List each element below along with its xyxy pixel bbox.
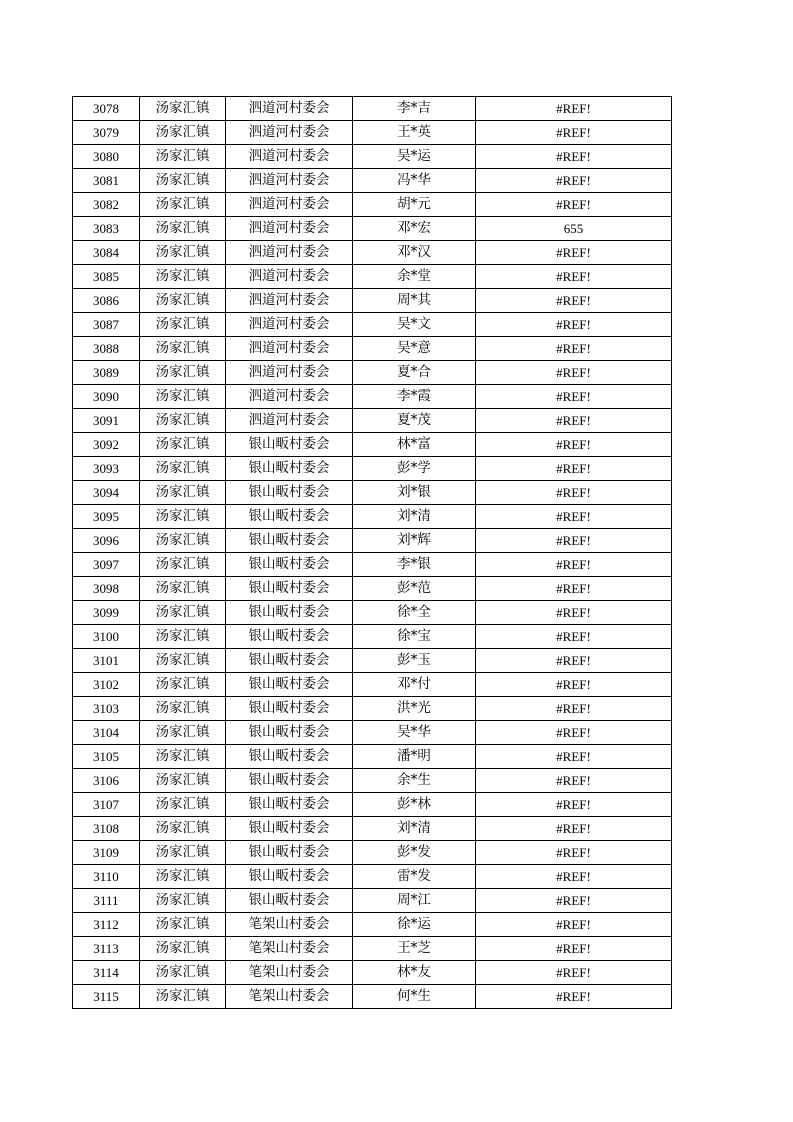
- row-number-cell: 3088: [73, 337, 140, 361]
- name-cell: 李*银: [353, 553, 476, 577]
- village-committee-cell: 泗道河村委会: [226, 313, 353, 337]
- table-row: [73, 673, 672, 697]
- row-number-cell: 3093: [73, 457, 140, 481]
- village-committee-cell: 泗道河村委会: [226, 193, 353, 217]
- value-cell: #REF!: [476, 193, 672, 217]
- village-committee-cell: 银山畈村委会: [226, 529, 353, 553]
- village-committee-cell: 泗道河村委会: [226, 265, 353, 289]
- row-number-cell: 3086: [73, 289, 140, 313]
- village-committee-cell: 泗道河村委会: [226, 145, 353, 169]
- village-committee-cell: 泗道河村委会: [226, 169, 353, 193]
- table-row: [73, 889, 672, 913]
- value-cell: #REF!: [476, 553, 672, 577]
- row-number-cell: 3078: [73, 97, 140, 121]
- table-body: [73, 97, 672, 1009]
- name-cell: 彭*范: [353, 577, 476, 601]
- town-cell: 汤家汇镇: [140, 505, 226, 529]
- town-cell: 汤家汇镇: [140, 865, 226, 889]
- village-committee-cell: 泗道河村委会: [226, 217, 353, 241]
- village-committee-cell: 泗道河村委会: [226, 121, 353, 145]
- town-cell: 汤家汇镇: [140, 361, 226, 385]
- town-cell: 汤家汇镇: [140, 217, 226, 241]
- row-number-cell: 3100: [73, 625, 140, 649]
- row-number-cell: 3084: [73, 241, 140, 265]
- table-row: [73, 121, 672, 145]
- value-cell: #REF!: [476, 241, 672, 265]
- row-number-cell: 3081: [73, 169, 140, 193]
- table-row: [73, 529, 672, 553]
- name-cell: 吴*运: [353, 145, 476, 169]
- name-cell: 徐*全: [353, 601, 476, 625]
- town-cell: 汤家汇镇: [140, 121, 226, 145]
- value-cell: #REF!: [476, 313, 672, 337]
- value-cell: #REF!: [476, 289, 672, 313]
- name-cell: 何*生: [353, 985, 476, 1009]
- village-committee-cell: 泗道河村委会: [226, 361, 353, 385]
- village-committee-cell: 笔架山村委会: [226, 985, 353, 1009]
- name-cell: 胡*元: [353, 193, 476, 217]
- value-cell: #REF!: [476, 337, 672, 361]
- row-number-cell: 3111: [73, 889, 140, 913]
- name-cell: 王*芝: [353, 937, 476, 961]
- row-number-cell: 3104: [73, 721, 140, 745]
- table-row: [73, 721, 672, 745]
- value-cell: #REF!: [476, 529, 672, 553]
- name-cell: 邓*宏: [353, 217, 476, 241]
- value-cell: #REF!: [476, 361, 672, 385]
- value-cell: #REF!: [476, 97, 672, 121]
- town-cell: 汤家汇镇: [140, 745, 226, 769]
- name-cell: 李*吉: [353, 97, 476, 121]
- value-cell: #REF!: [476, 505, 672, 529]
- village-committee-cell: 银山畈村委会: [226, 481, 353, 505]
- row-number-cell: 3080: [73, 145, 140, 169]
- table-row: [73, 649, 672, 673]
- town-cell: 汤家汇镇: [140, 625, 226, 649]
- table-row: [73, 865, 672, 889]
- value-cell: #REF!: [476, 409, 672, 433]
- name-cell: 洪*光: [353, 697, 476, 721]
- name-cell: 刘*辉: [353, 529, 476, 553]
- village-committee-cell: 银山畈村委会: [226, 433, 353, 457]
- village-committee-cell: 泗道河村委会: [226, 337, 353, 361]
- town-cell: 汤家汇镇: [140, 529, 226, 553]
- table-row: [73, 913, 672, 937]
- row-number-cell: 3108: [73, 817, 140, 841]
- row-number-cell: 3114: [73, 961, 140, 985]
- value-cell: #REF!: [476, 937, 672, 961]
- row-number-cell: 3095: [73, 505, 140, 529]
- table-row: [73, 697, 672, 721]
- table-row: [73, 385, 672, 409]
- village-committee-cell: 银山畈村委会: [226, 721, 353, 745]
- town-cell: 汤家汇镇: [140, 601, 226, 625]
- row-number-cell: 3087: [73, 313, 140, 337]
- town-cell: 汤家汇镇: [140, 97, 226, 121]
- town-cell: 汤家汇镇: [140, 889, 226, 913]
- table-row: [73, 793, 672, 817]
- town-cell: 汤家汇镇: [140, 481, 226, 505]
- name-cell: 余*堂: [353, 265, 476, 289]
- village-committee-cell: 银山畈村委会: [226, 625, 353, 649]
- village-committee-cell: 银山畈村委会: [226, 769, 353, 793]
- name-cell: 冯*华: [353, 169, 476, 193]
- row-number-cell: 3096: [73, 529, 140, 553]
- value-cell: #REF!: [476, 889, 672, 913]
- town-cell: 汤家汇镇: [140, 433, 226, 457]
- value-cell: #REF!: [476, 721, 672, 745]
- value-cell: #REF!: [476, 385, 672, 409]
- village-committee-cell: 泗道河村委会: [226, 385, 353, 409]
- row-number-cell: 3083: [73, 217, 140, 241]
- town-cell: 汤家汇镇: [140, 937, 226, 961]
- village-committee-cell: 笔架山村委会: [226, 961, 353, 985]
- value-cell: #REF!: [476, 745, 672, 769]
- name-cell: 王*英: [353, 121, 476, 145]
- village-committee-cell: 银山畈村委会: [226, 745, 353, 769]
- town-cell: 汤家汇镇: [140, 697, 226, 721]
- town-cell: 汤家汇镇: [140, 577, 226, 601]
- village-committee-cell: 泗道河村委会: [226, 409, 353, 433]
- row-number-cell: 3082: [73, 193, 140, 217]
- name-cell: 邓*汉: [353, 241, 476, 265]
- row-number-cell: 3106: [73, 769, 140, 793]
- town-cell: 汤家汇镇: [140, 193, 226, 217]
- row-number-cell: 3091: [73, 409, 140, 433]
- value-cell: #REF!: [476, 265, 672, 289]
- table-row: [73, 745, 672, 769]
- town-cell: 汤家汇镇: [140, 649, 226, 673]
- village-committee-cell: 笔架山村委会: [226, 913, 353, 937]
- table-row: [73, 841, 672, 865]
- row-number-cell: 3092: [73, 433, 140, 457]
- town-cell: 汤家汇镇: [140, 409, 226, 433]
- town-cell: 汤家汇镇: [140, 241, 226, 265]
- name-cell: 周*其: [353, 289, 476, 313]
- table-row: [73, 769, 672, 793]
- value-cell: #REF!: [476, 481, 672, 505]
- table-row: [73, 289, 672, 313]
- data-table: [72, 96, 672, 1009]
- village-committee-cell: 银山畈村委会: [226, 817, 353, 841]
- table-row: [73, 337, 672, 361]
- table-row: [73, 361, 672, 385]
- row-number-cell: 3110: [73, 865, 140, 889]
- table-row: [73, 241, 672, 265]
- value-cell: #REF!: [476, 697, 672, 721]
- village-committee-cell: 银山畈村委会: [226, 673, 353, 697]
- village-committee-cell: 银山畈村委会: [226, 577, 353, 601]
- table-row: [73, 97, 672, 121]
- value-cell: #REF!: [476, 625, 672, 649]
- village-committee-cell: 银山畈村委会: [226, 457, 353, 481]
- town-cell: 汤家汇镇: [140, 961, 226, 985]
- value-cell: #REF!: [476, 841, 672, 865]
- row-number-cell: 3090: [73, 385, 140, 409]
- row-number-cell: 3097: [73, 553, 140, 577]
- value-cell: #REF!: [476, 769, 672, 793]
- table-row: [73, 937, 672, 961]
- name-cell: 夏*合: [353, 361, 476, 385]
- value-cell: #REF!: [476, 433, 672, 457]
- village-committee-cell: 银山畈村委会: [226, 505, 353, 529]
- value-cell: #REF!: [476, 649, 672, 673]
- table-row: [73, 601, 672, 625]
- row-number-cell: 3103: [73, 697, 140, 721]
- name-cell: 刘*清: [353, 505, 476, 529]
- town-cell: 汤家汇镇: [140, 457, 226, 481]
- name-cell: 徐*运: [353, 913, 476, 937]
- town-cell: 汤家汇镇: [140, 313, 226, 337]
- row-number-cell: 3101: [73, 649, 140, 673]
- value-cell: #REF!: [476, 961, 672, 985]
- table-row: [73, 553, 672, 577]
- table-row: [73, 577, 672, 601]
- town-cell: 汤家汇镇: [140, 265, 226, 289]
- row-number-cell: 3107: [73, 793, 140, 817]
- name-cell: 潘*明: [353, 745, 476, 769]
- town-cell: 汤家汇镇: [140, 337, 226, 361]
- town-cell: 汤家汇镇: [140, 841, 226, 865]
- row-number-cell: 3089: [73, 361, 140, 385]
- name-cell: 彭*玉: [353, 649, 476, 673]
- name-cell: 林*友: [353, 961, 476, 985]
- village-committee-cell: 银山畈村委会: [226, 865, 353, 889]
- name-cell: 彭*学: [353, 457, 476, 481]
- table-row: [73, 193, 672, 217]
- name-cell: 林*富: [353, 433, 476, 457]
- value-cell: #REF!: [476, 601, 672, 625]
- name-cell: 李*霞: [353, 385, 476, 409]
- row-number-cell: 3079: [73, 121, 140, 145]
- name-cell: 周*江: [353, 889, 476, 913]
- village-committee-cell: 银山畈村委会: [226, 793, 353, 817]
- row-number-cell: 3098: [73, 577, 140, 601]
- value-cell: #REF!: [476, 673, 672, 697]
- village-committee-cell: 银山畈村委会: [226, 553, 353, 577]
- town-cell: 汤家汇镇: [140, 769, 226, 793]
- name-cell: 吴*意: [353, 337, 476, 361]
- value-cell: #REF!: [476, 913, 672, 937]
- town-cell: 汤家汇镇: [140, 385, 226, 409]
- row-number-cell: 3094: [73, 481, 140, 505]
- village-committee-cell: 笔架山村委会: [226, 937, 353, 961]
- village-committee-cell: 银山畈村委会: [226, 649, 353, 673]
- village-committee-cell: 银山畈村委会: [226, 841, 353, 865]
- table-row: [73, 817, 672, 841]
- table-row: [73, 505, 672, 529]
- village-committee-cell: 银山畈村委会: [226, 697, 353, 721]
- name-cell: 吴*文: [353, 313, 476, 337]
- row-number-cell: 3105: [73, 745, 140, 769]
- name-cell: 徐*宝: [353, 625, 476, 649]
- table-row: [73, 625, 672, 649]
- name-cell: 余*生: [353, 769, 476, 793]
- name-cell: 彭*发: [353, 841, 476, 865]
- value-cell: #REF!: [476, 793, 672, 817]
- value-cell: #REF!: [476, 121, 672, 145]
- value-cell: #REF!: [476, 145, 672, 169]
- row-number-cell: 3112: [73, 913, 140, 937]
- town-cell: 汤家汇镇: [140, 145, 226, 169]
- row-number-cell: 3099: [73, 601, 140, 625]
- table-row: [73, 265, 672, 289]
- village-committee-cell: 银山畈村委会: [226, 889, 353, 913]
- name-cell: 吴*华: [353, 721, 476, 745]
- value-cell: #REF!: [476, 169, 672, 193]
- value-cell: #REF!: [476, 865, 672, 889]
- village-committee-cell: 泗道河村委会: [226, 97, 353, 121]
- table-row: [73, 169, 672, 193]
- town-cell: 汤家汇镇: [140, 169, 226, 193]
- town-cell: 汤家汇镇: [140, 289, 226, 313]
- table-row: [73, 313, 672, 337]
- table-row: [73, 409, 672, 433]
- town-cell: 汤家汇镇: [140, 985, 226, 1009]
- row-number-cell: 3109: [73, 841, 140, 865]
- village-committee-cell: 银山畈村委会: [226, 601, 353, 625]
- value-cell: #REF!: [476, 817, 672, 841]
- name-cell: 夏*茂: [353, 409, 476, 433]
- value-cell: 655: [476, 217, 672, 241]
- name-cell: 彭*林: [353, 793, 476, 817]
- table-row: [73, 457, 672, 481]
- village-committee-cell: 泗道河村委会: [226, 289, 353, 313]
- name-cell: 刘*银: [353, 481, 476, 505]
- value-cell: #REF!: [476, 577, 672, 601]
- value-cell: #REF!: [476, 457, 672, 481]
- table-row: [73, 433, 672, 457]
- row-number-cell: 3115: [73, 985, 140, 1009]
- town-cell: 汤家汇镇: [140, 721, 226, 745]
- table-row: [73, 481, 672, 505]
- table-row: [73, 145, 672, 169]
- town-cell: 汤家汇镇: [140, 673, 226, 697]
- value-cell: #REF!: [476, 985, 672, 1009]
- row-number-cell: 3085: [73, 265, 140, 289]
- town-cell: 汤家汇镇: [140, 553, 226, 577]
- town-cell: 汤家汇镇: [140, 817, 226, 841]
- row-number-cell: 3102: [73, 673, 140, 697]
- name-cell: 邓*付: [353, 673, 476, 697]
- row-number-cell: 3113: [73, 937, 140, 961]
- town-cell: 汤家汇镇: [140, 793, 226, 817]
- table-row: [73, 985, 672, 1009]
- name-cell: 雷*发: [353, 865, 476, 889]
- table-row: [73, 217, 672, 241]
- table-row: [73, 961, 672, 985]
- name-cell: 刘*清: [353, 817, 476, 841]
- village-committee-cell: 泗道河村委会: [226, 241, 353, 265]
- town-cell: 汤家汇镇: [140, 913, 226, 937]
